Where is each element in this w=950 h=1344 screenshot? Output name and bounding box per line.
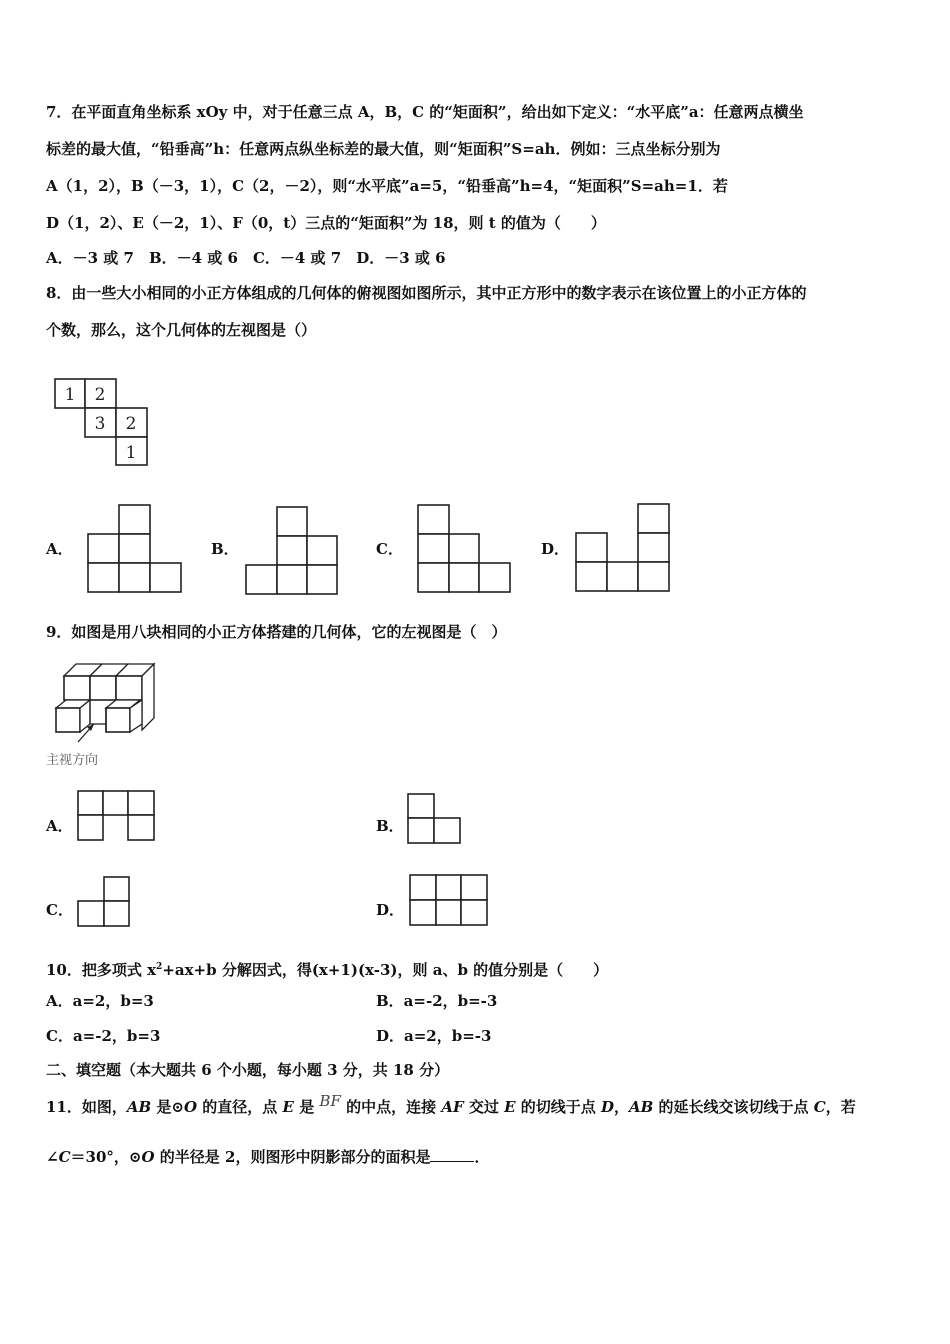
q11-line1: 11．如图，AB 是⊙O 的直径，点 E 是 BF 的中点，连接 AF 交过 E 的切线于点 D，AB 的延长线交该切线于点 C，若 [46, 1092, 856, 1116]
q9-label-d: D． [376, 901, 405, 919]
q8-grid-number: 3 [94, 414, 106, 434]
q9-label-b: B． [376, 817, 404, 835]
q8-grid-number: 1 [64, 385, 76, 405]
section-heading: 二、填空题（本大题共 6 个小题，每小题 3 分，共 18 分） [46, 1061, 450, 1079]
q9-option-a-figure [78, 791, 154, 840]
q7-options: A．－3 或 7 B．－4 或 6 C．－4 或 7 D．－3 或 6 [46, 249, 446, 267]
q9-line1: 9．如图是用八块相同的小正方体搭建的几何体，它的左视图是（ ） [46, 623, 507, 641]
q9-label-a: A． [46, 817, 73, 835]
q7-line4: D（1，2）、E（－2，1）、F（0，t）三点的“矩面积”为 18，则 t 的值为（ ） [46, 214, 606, 232]
q8-label-d: D． [541, 540, 570, 558]
q7-line2: 标差的最大值，“铅垂高”h：任意两点纵坐标差的最大值，则“矩面积”S=ah．例如：三点坐标分别为 [46, 140, 721, 158]
arc-bf: BF [319, 1092, 341, 1110]
q7-line1: 7．在平面直角坐标系 xOy 中，对于任意三点 A，B，C 的“矩面积”，给出如下定义：“水平底”a：任意两点横坐 [46, 103, 804, 121]
q8-label-a: A． [46, 540, 73, 558]
q9-caption: 主视方向 [46, 753, 99, 768]
q9-option-d-figure [410, 875, 487, 925]
answer-blank [430, 1147, 474, 1162]
q8-label-c: C． [376, 540, 403, 558]
q10-option-b: B．a=-2，b=-3 [376, 992, 498, 1010]
q8-line1: 8．由一些大小相同的小正方体组成的几何体的俯视图如图所示，其中正方形中的数字表示在该位置上的小正方体的 [46, 284, 807, 302]
q9-option-c-figure [78, 877, 129, 926]
q8-grid-number: 2 [125, 414, 137, 434]
q11-line2: ∠C＝30°，⊙O 的半径是 2，则图形中阴影部分的面积是 ． [46, 1148, 490, 1166]
q10-stem: 10．把多项式 $x^2+ax+b$ 分解因式，得(x+1)(x-3)，则 a、b 的值分别是（ ） [46, 961, 609, 979]
q7-line3: A（1，2），B（－3，1），C（2，－2），则“水平底”a=5，“铅垂高”h=4，“矩面积”S=ah=1．若 [46, 177, 728, 195]
q10-option-d: D．a=2，b=-3 [376, 1027, 492, 1045]
q9-option-b-figure [408, 794, 460, 843]
q8-grid-number: 1 [125, 443, 137, 463]
q8-line2: 个数，那么，这个几何体的左视图是（） [46, 321, 317, 339]
q10-option-a: A．a=2，b=3 [46, 992, 154, 1010]
q10-option-c: C．a=-2，b=3 [46, 1027, 161, 1045]
q9-label-c: C． [46, 901, 73, 919]
q8-grid-number: 2 [94, 385, 106, 405]
q8-label-b: B． [211, 540, 239, 558]
